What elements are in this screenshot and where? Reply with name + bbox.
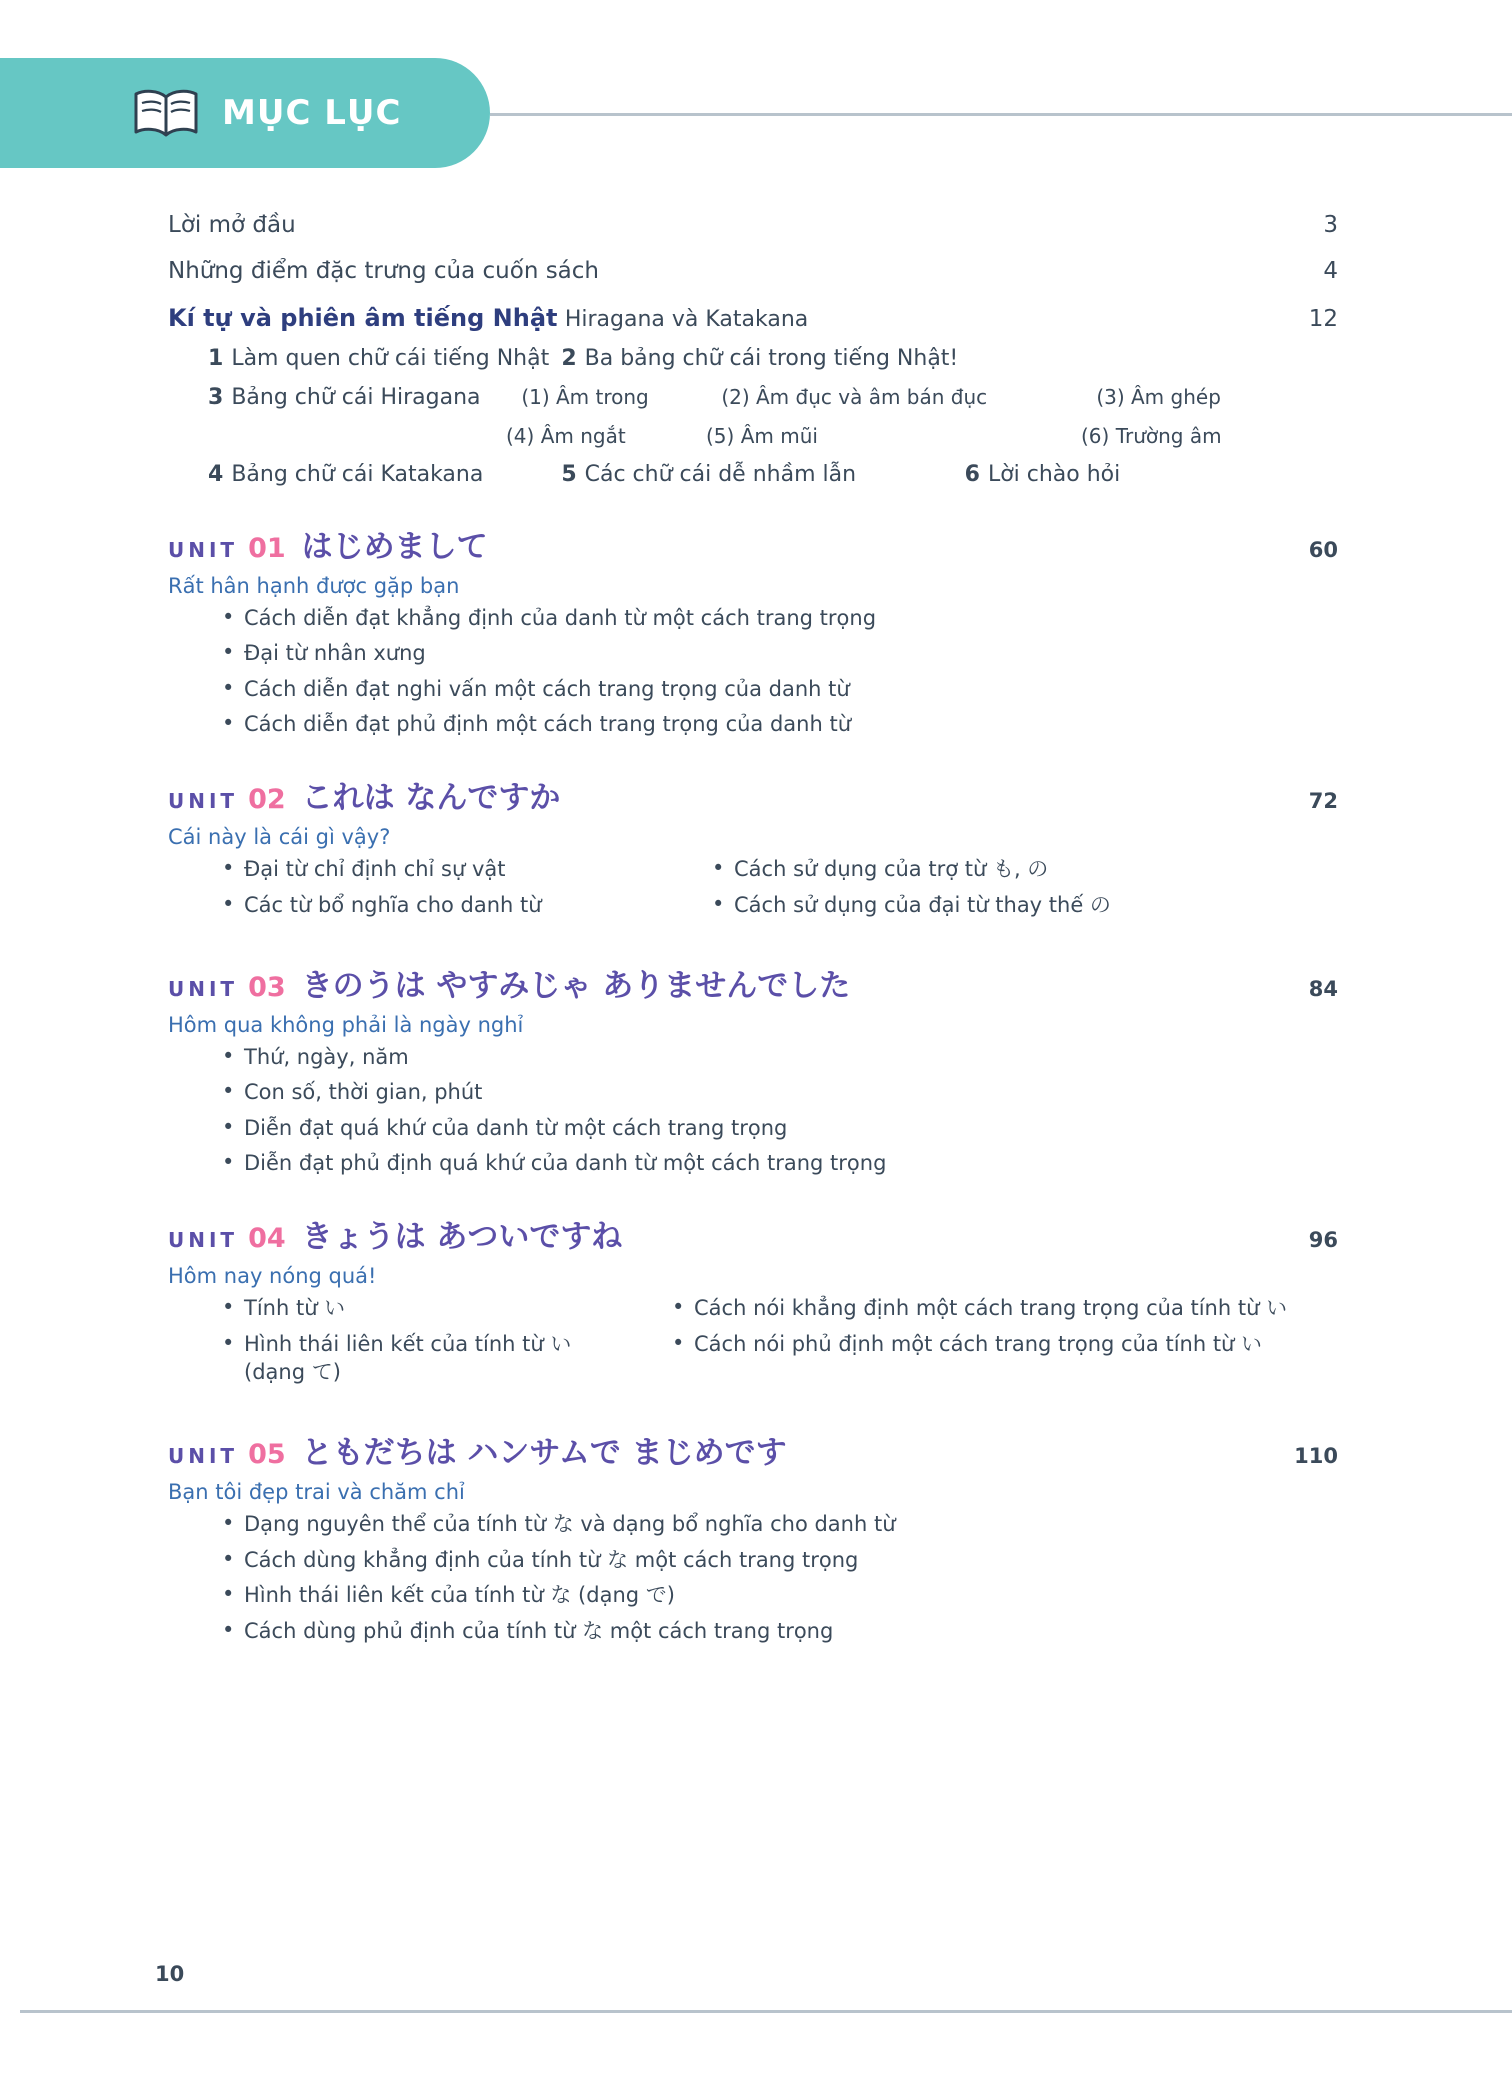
list-item: • Đại từ chỉ định chỉ sự vật: [216, 855, 638, 883]
list-item: • Cách nói khẳng định một cách trang trọng của tính từ い: [666, 1294, 1338, 1322]
unit-header: [168, 1427, 1338, 1472]
item-text: (6) Trường âm: [1081, 424, 1222, 448]
unit-number: 02: [248, 784, 286, 816]
list-item: • Con số, thời gian, phút: [216, 1078, 1338, 1106]
toc-entry-preface[interactable]: [168, 212, 1338, 238]
unit-label: UNIT: [168, 1228, 239, 1253]
toc-entry-features[interactable]: [168, 258, 1338, 284]
unit-header: [168, 772, 1338, 817]
item-text: Làm quen chữ cái tiếng Nhật: [231, 346, 550, 371]
list-item: • Cách sử dụng của đại từ thay thế の: [706, 891, 1338, 919]
item-text: Bảng chữ cái Katakana: [231, 462, 484, 487]
unit-header: [168, 1211, 1338, 1256]
unit-page: 72: [1308, 789, 1338, 814]
unit-bullet-list: [168, 1294, 1338, 1393]
unit-label: UNIT: [168, 538, 239, 562]
unit-page: 96: [1308, 1228, 1338, 1253]
list-item: • Đại từ nhân xưng: [216, 639, 1338, 667]
item-text: (1) Âm trong: [521, 385, 649, 409]
page-number: 10: [155, 1962, 185, 1986]
unit-number: 01: [248, 533, 286, 564]
item-number: 6: [964, 462, 980, 487]
unit-label: UNIT: [168, 1444, 239, 1469]
unit-title-vn: Bạn tôi đẹp trai và chăm chỉ: [168, 1480, 465, 1505]
unit-header: [168, 521, 1338, 566]
alphabet-subline: [208, 346, 1338, 371]
unit-title-vn: Hôm nay nóng quá!: [168, 1264, 377, 1289]
unit-title-jp: はじめまして: [301, 529, 488, 565]
unit-title-jp: きょうは あついですね: [301, 1219, 623, 1256]
unit-title-vn: Hôm qua không phải là ngày nghỉ: [168, 1013, 524, 1038]
open-book-icon: [130, 85, 202, 141]
toc-entry-page: 12: [1308, 306, 1338, 332]
list-item: • Cách sử dụng của trợ từ も, の: [706, 855, 1338, 883]
list-item: • Diễn đạt phủ định quá khứ của danh từ một cách trang trọng: [216, 1149, 1338, 1177]
toc-entry-label: [168, 304, 1278, 332]
alphabet-subtitle: Hiragana và Katakana: [564, 307, 809, 332]
unit-page: 60: [1308, 538, 1338, 562]
header-tab: [0, 58, 490, 168]
unit-title-vn: Cái này là cái gì vậy?: [168, 825, 391, 850]
list-item: • Diễn đạt quá khứ của danh từ một cách trang trọng: [216, 1114, 1338, 1142]
header-divider: [490, 113, 1512, 116]
item-text: (4) Âm ngắt: [506, 424, 626, 448]
item-text: Các chữ cái dễ nhầm lẫn: [584, 462, 857, 487]
footer-divider: [20, 2010, 1512, 2013]
unit-title-jp: ともだちは ハンサムで まじめです: [301, 1435, 787, 1472]
unit-title-jp: きのうは やすみじゃ ありませんでした: [301, 968, 851, 1005]
item-text: (5) Âm mũi: [706, 424, 818, 448]
unit-bullet-list: [168, 1043, 1338, 1177]
list-item: • Hình thái liên kết của tính từ い (dạng て): [216, 1330, 598, 1387]
toc-entry-label: Những điểm đặc trưng của cuốn sách: [168, 258, 600, 284]
unit-number: 05: [248, 1439, 286, 1471]
list-item: • Cách diễn đạt phủ định một cách trang trọng của danh từ: [216, 710, 1338, 738]
list-item: • Cách diễn đạt khẳng định của danh từ một cách trang trọng: [216, 604, 1338, 632]
unit-page: 84: [1308, 977, 1338, 1002]
toc-entry-label: Lời mở đầu: [168, 212, 296, 238]
item-number: 5: [561, 462, 577, 487]
unit-bullet-list: [168, 855, 1338, 926]
unit-entry-05[interactable]: [168, 1427, 1338, 1644]
toc-entry-page: 4: [1323, 258, 1338, 284]
list-item: • Hình thái liên kết của tính từ な (dạng で): [216, 1581, 1338, 1609]
list-item: • Cách dùng khẳng định của tính từ な một cách trang trọng: [216, 1546, 1338, 1574]
list-item: • Cách diễn đạt nghi vấn một cách trang trọng của danh từ: [216, 675, 1338, 703]
item-text: (3) Âm ghép: [1096, 385, 1221, 409]
page-header: [0, 58, 1512, 168]
unit-page: 110: [1294, 1444, 1338, 1469]
unit-label: UNIT: [168, 977, 239, 1002]
unit-label: UNIT: [168, 789, 239, 814]
toc-content: [168, 212, 1338, 1652]
alphabet-sublist: [208, 346, 1338, 487]
unit-number: 04: [248, 1223, 286, 1255]
unit-entry-02[interactable]: [168, 772, 1338, 926]
unit-bullet-list: [168, 1510, 1338, 1644]
page-title: MỤC LỤC: [222, 93, 402, 133]
item-text: Bảng chữ cái Hiragana: [231, 385, 481, 410]
alphabet-subline: [208, 424, 1338, 448]
item-number: 3: [208, 385, 224, 410]
alphabet-subline: [208, 462, 1338, 487]
item-text: (2) Âm đục và âm bán đục: [721, 385, 988, 409]
item-number: 4: [208, 462, 224, 487]
list-item: • Các từ bổ nghĩa cho danh từ: [216, 891, 638, 919]
list-item: • Tính từ い: [216, 1294, 598, 1322]
list-item: • Cách dùng phủ định của tính từ な một cách trang trọng: [216, 1617, 1338, 1645]
unit-bullet-list: [168, 604, 1338, 738]
toc-entry-alphabet[interactable]: [168, 304, 1338, 332]
item-text: Lời chào hỏi: [987, 462, 1121, 487]
unit-number: 03: [248, 972, 286, 1004]
unit-entry-01[interactable]: [168, 521, 1338, 738]
unit-title-vn: Rất hân hạnh được gặp bạn: [168, 574, 460, 598]
item-number: 2: [561, 346, 577, 371]
unit-header: [168, 960, 1338, 1005]
item-number: 1: [208, 346, 224, 371]
list-item: • Dạng nguyên thể của tính từ な và dạng bổ nghĩa cho danh từ: [216, 1510, 1338, 1538]
toc-entry-page: 3: [1323, 212, 1338, 238]
unit-entry-04[interactable]: [168, 1211, 1338, 1393]
list-item: • Thứ, ngày, năm: [216, 1043, 1338, 1071]
unit-title-jp: これは なんですか: [301, 780, 561, 817]
unit-entry-03[interactable]: [168, 960, 1338, 1177]
alphabet-title: Kí tự và phiên âm tiếng Nhật: [168, 304, 558, 332]
list-item: • Cách nói phủ định một cách trang trọng của tính từ い: [666, 1330, 1338, 1387]
alphabet-subline: [208, 385, 1338, 410]
item-text: Ba bảng chữ cái trong tiếng Nhật!: [584, 346, 959, 371]
